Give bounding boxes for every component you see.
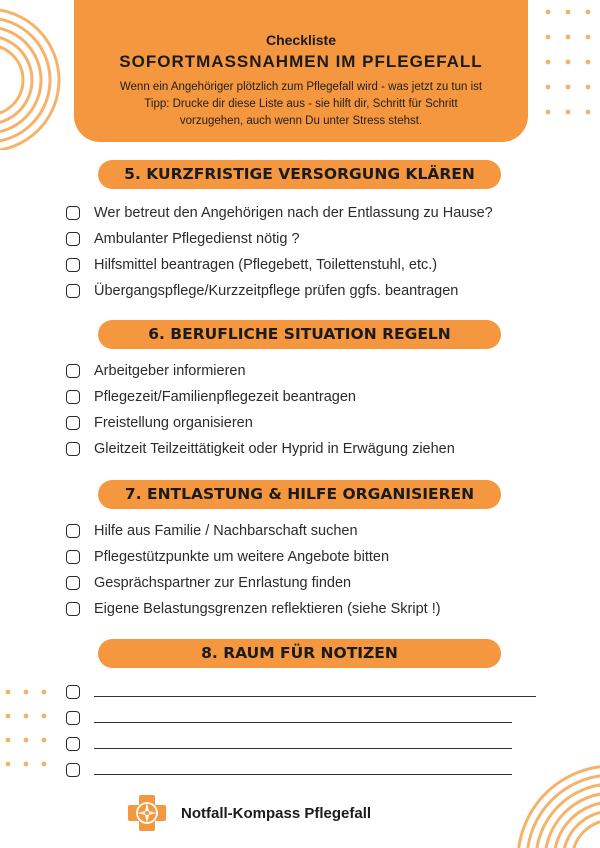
checklist-item[interactable] — [66, 360, 246, 382]
checkbox[interactable] — [66, 284, 80, 298]
checklist-item[interactable] — [66, 254, 437, 276]
checkbox[interactable] — [66, 258, 80, 272]
section-5-heading: 5. KURZFRISTIGE VERSORGUNG KLÄREN — [98, 160, 501, 189]
checklist-item[interactable] — [66, 546, 389, 568]
checklist-item[interactable] — [66, 280, 458, 302]
decorative-dots-top-right — [538, 0, 600, 140]
note-line[interactable] — [94, 696, 536, 697]
checkbox[interactable] — [66, 711, 80, 725]
checklist-item-label: Pflegestützpunkte um weitere Angebote bitten — [94, 549, 390, 565]
note-line[interactable] — [94, 774, 512, 775]
decorative-dots-bottom-left — [0, 680, 50, 780]
checklist-item[interactable] — [66, 598, 441, 620]
checklist-item-label: Übergangspflege/Kurzzeitpflege prüfen ggfs. beantragen — [94, 283, 459, 299]
checkbox[interactable] — [66, 685, 80, 699]
checklist-item[interactable] — [66, 228, 300, 250]
checkbox[interactable] — [66, 232, 80, 246]
section-6-heading: 6. BERUFLICHE SITUATION REGELN — [98, 320, 501, 349]
compass-cross-icon — [125, 793, 169, 833]
section-7-heading: 7. ENTLASTUNG & HILFE ORGANISIEREN — [98, 480, 501, 509]
checkbox[interactable] — [66, 737, 80, 751]
checklist-item[interactable] — [66, 386, 356, 408]
header-banner — [74, 0, 528, 142]
checkbox[interactable] — [66, 524, 80, 538]
checklist-item-label: Freistellung organisieren — [94, 415, 253, 431]
decorative-arcs-bottom-right — [500, 740, 600, 848]
checklist-item-label: Arbeitgeber informieren — [94, 363, 246, 379]
checklist-item[interactable] — [66, 520, 358, 542]
checkbox[interactable] — [66, 390, 80, 404]
checklist-item-label: Hilfe aus Familie / Nachbarschaft suchen — [94, 523, 358, 539]
header-intro-line: vorzugehen, auch wenn Du unter Stress stehst. — [179, 115, 423, 127]
decorative-arcs-top-left — [0, 0, 80, 150]
checklist-item[interactable] — [66, 202, 493, 224]
note-line[interactable] — [94, 748, 512, 749]
brand-name: Notfall-Kompass Pflegefall — [181, 804, 372, 822]
checklist-item[interactable] — [66, 572, 351, 594]
header-intro — [94, 79, 508, 130]
note-line-row[interactable] — [66, 733, 512, 755]
checklist-item[interactable] — [66, 412, 253, 434]
page-title: SOFORTMASSNAHMEN IM PFLEGEFALL — [119, 52, 483, 71]
checklist-item-label: Eigene Belastungsgrenzen reflektieren (siehe Skript !) — [94, 601, 441, 617]
note-line-row[interactable] — [66, 681, 536, 703]
checklist-item-label: Pflegezeit/Familienpflegezeit beantragen — [94, 389, 356, 405]
checklist-item-label: Gesprächspartner zur Enrlastung finden — [94, 575, 352, 591]
checkbox[interactable] — [66, 206, 80, 220]
note-line-row[interactable] — [66, 707, 512, 729]
footer-brand — [125, 793, 371, 833]
checklist-item-label: Wer betreut den Angehörigen nach der Entlassung zu Hause? — [94, 205, 493, 221]
checkbox[interactable] — [66, 550, 80, 564]
checkbox[interactable] — [66, 442, 80, 456]
checkbox[interactable] — [66, 576, 80, 590]
checklist-item-label: Gleitzeit Teilzeittätigkeit oder Hyprid in Erwägung ziehen — [94, 441, 455, 457]
note-line-row[interactable] — [66, 759, 512, 781]
checkbox[interactable] — [66, 416, 80, 430]
checklist-item[interactable] — [66, 438, 455, 460]
checkbox[interactable] — [66, 364, 80, 378]
section-8-heading: 8. RAUM FÜR NOTIZEN — [98, 639, 501, 668]
checkbox[interactable] — [66, 763, 80, 777]
header-subtitle: Checkliste — [265, 32, 337, 48]
header-intro-line: Tipp: Drucke dir diese Liste aus - sie hilft dir, Schritt für Schritt — [144, 98, 458, 110]
checklist-item-label: Hilfsmittel beantragen (Pflegebett, Toilettenstuhl, etc.) — [94, 257, 438, 273]
header-intro-line: Wenn ein Angehöriger plötzlich zum Pflegefall wird - was jetzt zu tun ist — [119, 81, 483, 93]
note-line[interactable] — [94, 722, 512, 723]
checklist-item-label: Ambulanter Pflegedienst nötig ? — [94, 231, 300, 247]
checkbox[interactable] — [66, 602, 80, 616]
